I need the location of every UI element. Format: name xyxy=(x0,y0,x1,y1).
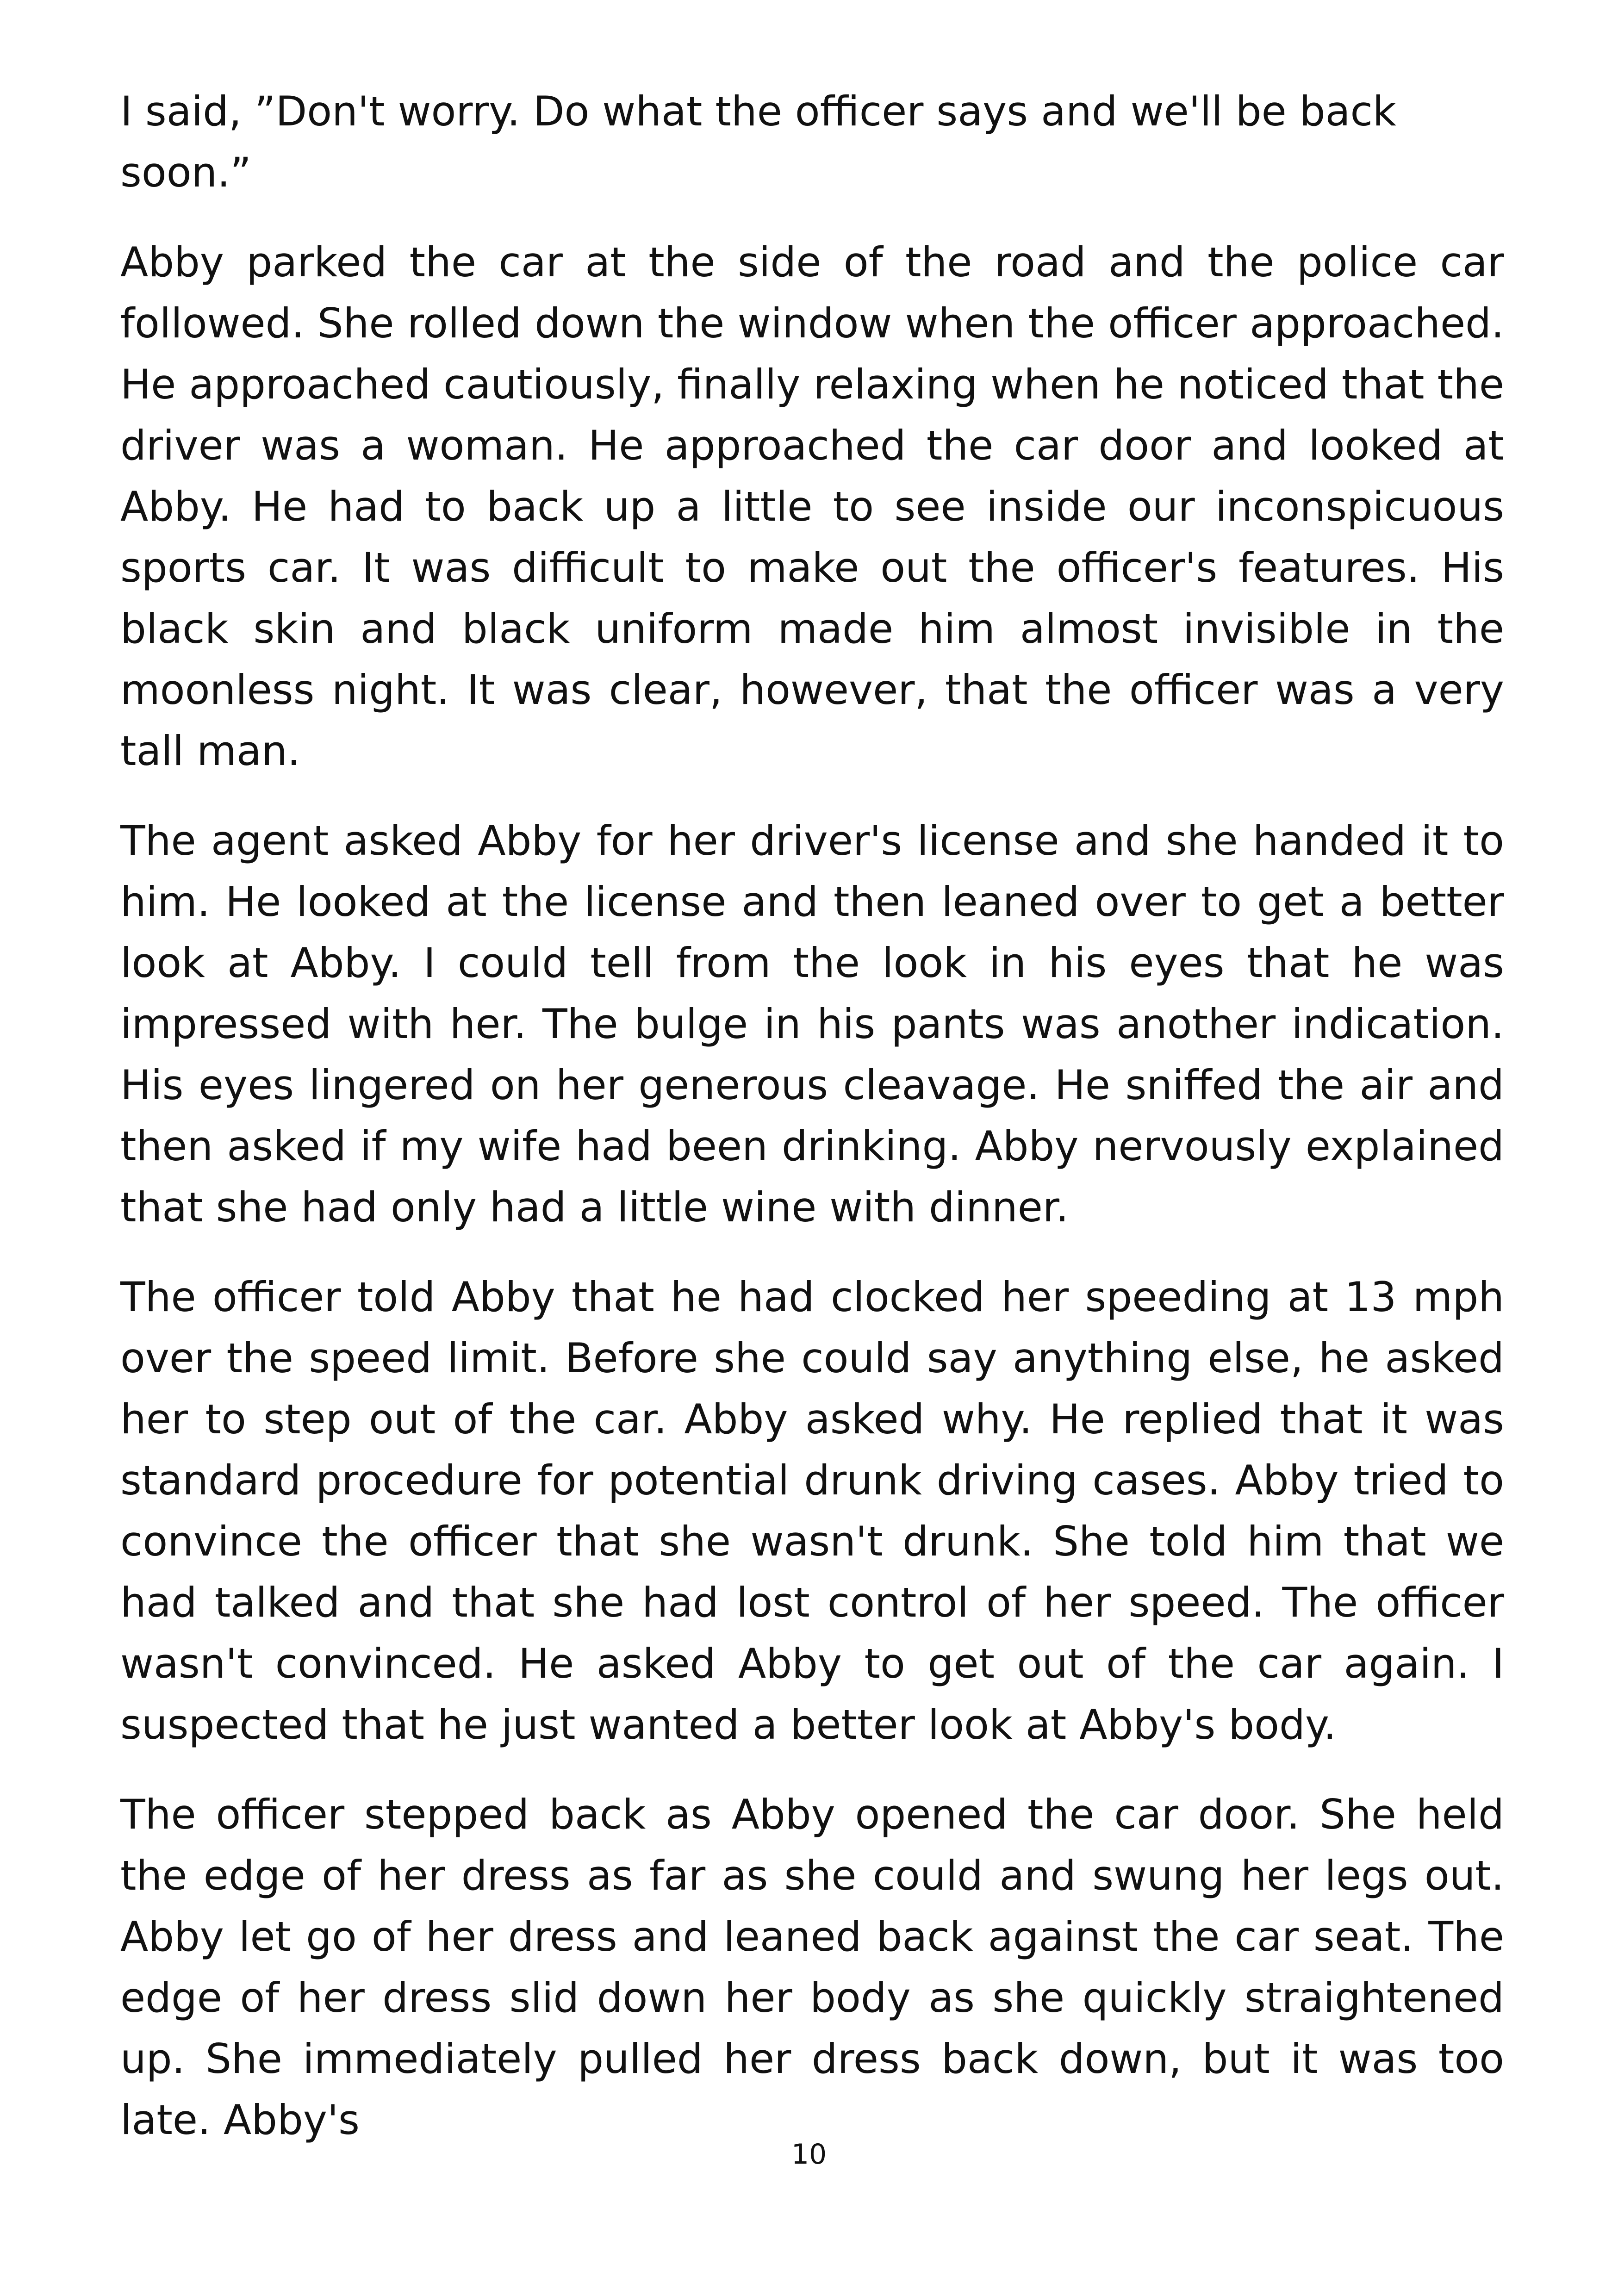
paragraph-1: I said, ”Don't worry. Do what the officer says and we'll be back soon.” xyxy=(120,87,1396,196)
paragraph-5: The officer stepped back as Abby opened the car door. She held the edge of her dress as far as she could and swung her legs out. Abby let go of her dress and leaned back against the car seat. The edge of her dress slid down her body as she quickly straightened up. She immediately pulled her dress back down, but it was too late. Abby's xyxy=(120,1791,1504,2144)
paragraph-3: The agent asked Abby for her driver's license and she handed it to him. He looked at the license and then leaned over to get a better look at Abby. I could tell from the look in his eyes that he was impressed with her. The bulge in his pants was another indication. His eyes lingered on her generous cleavage. He sniffed the air and then asked if my wife had been drinking. Abby nervously explained that she had only had a little wine with dinner. xyxy=(120,817,1504,1231)
body-text xyxy=(120,81,1504,2179)
page-number: 10 xyxy=(791,2138,827,2171)
paragraph-2: Abby parked the car at the side of the road and the police car followed. She rolled down the window when the officer approached. He approached cautiously, finally relaxing when he noticed that the driver was a woman. He approached the car door and looked at Abby. He had to back up a little to see inside our inconspicuous sports car. It was difficult to make out the officer's features. His black skin and black uniform made him almost invisible in the moonless night. It was clear, however, that the officer was a very tall man. xyxy=(120,238,1504,775)
paragraph-4: The officer told Abby that he had clocked her speeding at 13 mph over the speed limit. Before she could say anything else, he asked her to step out of the car. Abby asked why. He replied that it was standard procedure for potential drunk driving cases. Abby tried to convince the officer that she wasn't drunk. She told him that we had talked and that she had lost control of her speed. The officer wasn't convinced. He asked Abby to get out of the car again. I suspected that he just wanted a better look at Abby's body. xyxy=(120,1273,1504,1748)
